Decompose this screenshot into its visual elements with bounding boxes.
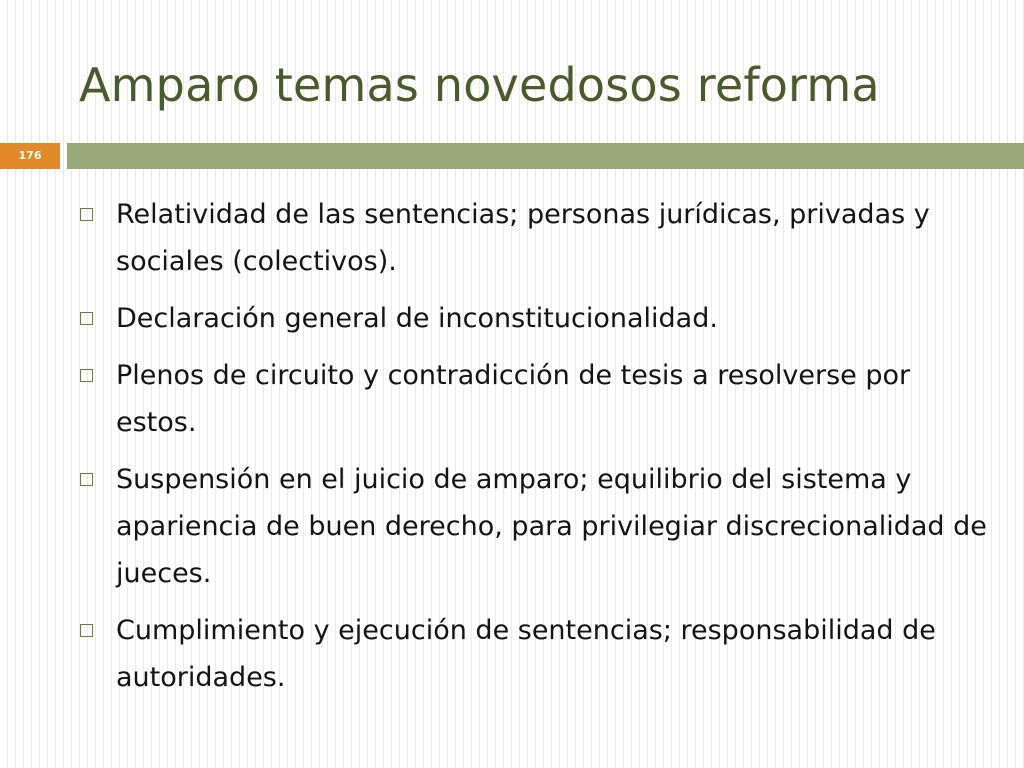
list-item bbox=[78, 295, 998, 342]
bullet-list bbox=[78, 191, 998, 711]
hollow-square-icon bbox=[80, 473, 93, 486]
list-item bbox=[78, 607, 998, 701]
bullet-text: Plenos de circuito y contradicción de tesis a resolverse por estos. bbox=[116, 360, 911, 438]
bullet-text: Suspensión en el juicio de amparo; equilibrio del sistema y apariencia de buen derecho, para privilegiar discrecionalidad de jueces. bbox=[116, 464, 987, 589]
bullet-text: Declaración general de inconstitucionalidad. bbox=[116, 303, 718, 334]
list-item bbox=[78, 191, 998, 285]
hollow-square-icon bbox=[80, 369, 93, 382]
bullet-text: Cumplimiento y ejecución de sentencias; responsabilidad de autoridades. bbox=[116, 615, 936, 693]
slide-title: Amparo temas novedosos reforma bbox=[79, 58, 880, 112]
list-item bbox=[78, 456, 998, 597]
bullet-text: Relatividad de las sentencias; personas jurídicas, privadas y sociales (colectivos). bbox=[116, 199, 930, 277]
hollow-square-icon bbox=[80, 312, 93, 325]
slide-number-badge: 176 bbox=[0, 143, 60, 169]
hollow-square-icon bbox=[80, 208, 93, 221]
title-divider-bar bbox=[67, 143, 1024, 169]
hollow-square-icon bbox=[80, 624, 93, 637]
list-item bbox=[78, 352, 998, 446]
